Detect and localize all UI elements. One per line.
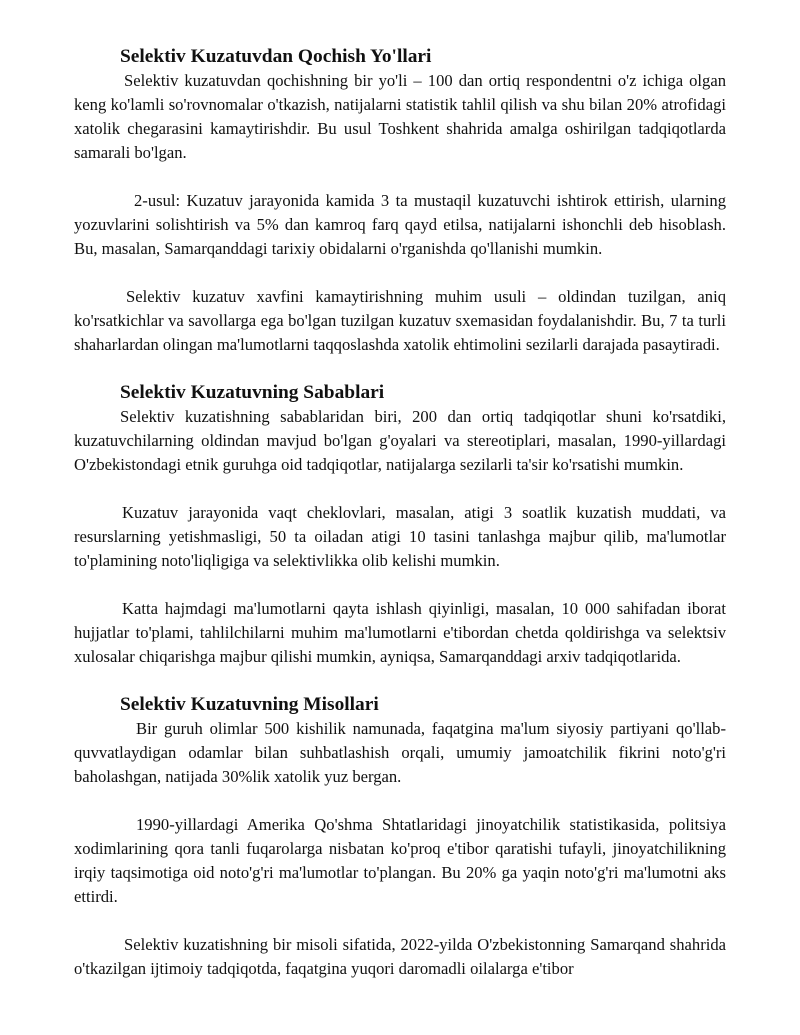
paragraph: Selektiv kuzatuvdan qochishning bir yo'li – 100 dan ortiq respondentni o'z ichiga olgan keng ko'lamli so'rovnomalar o'tkazish, natijalarni statistik tahlil qilish va shu bilan 20% atrofidagi xatolik chegarasini kamaytirishdir. Bu usul Toshkent shahrida amalga oshirilgan tadqiqotlarda samarali bo'lgan. — [74, 71, 726, 162]
paragraph: Kuzatuv jarayonida vaqt cheklovlari, masalan, atigi 3 soatlik kuzatish muddati, va resurslarning yetishmasligi, 50 ta oiladan atigi 10 tasini tanlashga majbur qilib, ma'lumotlar to'plamining noto'liqligiga va selektivlikka olib kelishi mumkin. — [74, 503, 726, 570]
paragraph: Selektiv kuzatishning bir misoli sifatida, 2022-yilda O'zbekistonning Samarqand shahrida o'tkazilgan ijtimoiy tadqiqotda, faqatgina yuqori daromadli oilalarga e'tibor — [74, 935, 726, 978]
paragraph-gap — [74, 909, 726, 933]
section-heading-causes: Selektiv Kuzatuvning Sabablari — [120, 382, 385, 403]
paragraph: Katta hajmdagi ma'lumotlarni qayta ishlash qiyinligi, masalan, 10 000 sahifadan iborat hujjatlar to'plami, tahlilchilarni muhim ma'lumotlarni e'tibordan chetda qoldirishga va selektsiv xulosalar chiqarishga majbur qilishi mumkin, ayniqsa, Samarqanddagi arxiv tadqiqotlarida. — [74, 599, 726, 666]
document-page — [74, 45, 726, 981]
section-heading-examples: Selektiv Kuzatuvning Misollari — [120, 694, 379, 715]
paragraph-gap — [74, 789, 726, 813]
paragraph: 1990-yillardagi Amerika Qo'shma Shtatlaridagi jinoyatchilik statistikasida, politsiya xodimlarining qora tanli fuqarolarga nisbatan ko'proq e'tibor qaratishi tufayli, jinoyatchilikning irqiy taqsimotiga oid noto'g'ri ma'lumotlar to'plangan. Bu 20% ga yaqin noto'g'ri ma'lumotni aks ettirdi. — [74, 815, 726, 906]
paragraph-gap — [74, 165, 726, 189]
paragraph: Bir guruh olimlar 500 kishilik namunada, faqatgina ma'lum siyosiy partiyani qo'llab-quvvatlaydigan odamlar bilan suhbatlashish orqali, umumiy jamoatchilik fikrini noto'g'ri baholashgan, natijada 30%lik xatolik yuz bergan. — [74, 719, 726, 786]
paragraph-gap — [74, 357, 726, 381]
paragraph: 2-usul: Kuzatuv jarayonida kamida 3 ta mustaqil kuzatuvchi ishtirok ettirish, ularning yozuvlarini solishtirish va 5% dan kamroq farq qayd etilsa, natijalarni ishonchli deb hisoblash. Bu, masalan, Samarqanddagi tarixiy obidalarni o'rganishda qo'llanishi mumkin. — [74, 191, 726, 258]
paragraph: Selektiv kuzatishning sabablaridan biri, 200 dan ortiq tadqiqotlar shuni ko'rsatdiki, kuzatuvchilarning oldindan mavjud bo'lgan g'oyalari va stereotiplari, masalan, 1990-yillardagi O'zbekistondagi etnik guruhga oid tadqiqotlar, natijalarga sezilarli ta'sir ko'rsatishi mumkin. — [74, 407, 726, 474]
section-heading-avoidance: Selektiv Kuzatuvdan Qochish Yo'llari — [120, 46, 432, 67]
paragraph: Selektiv kuzatuv xavfini kamaytirishning muhim usuli – oldindan tuzilgan, aniq ko'rsatkichlar va savollarga ega bo'lgan tuzilgan kuzatuv sxemasidan foydalanishdir. Bu, 7 ta turli shaharlardan olingan ma'lumotlarni taqqoslashda xatolik ehtimolini sezilarli darajada pasaytiradi. — [74, 287, 726, 354]
paragraph-gap — [74, 669, 726, 693]
paragraph-gap — [74, 573, 726, 597]
paragraph-gap — [74, 261, 726, 285]
paragraph-gap — [74, 477, 726, 501]
